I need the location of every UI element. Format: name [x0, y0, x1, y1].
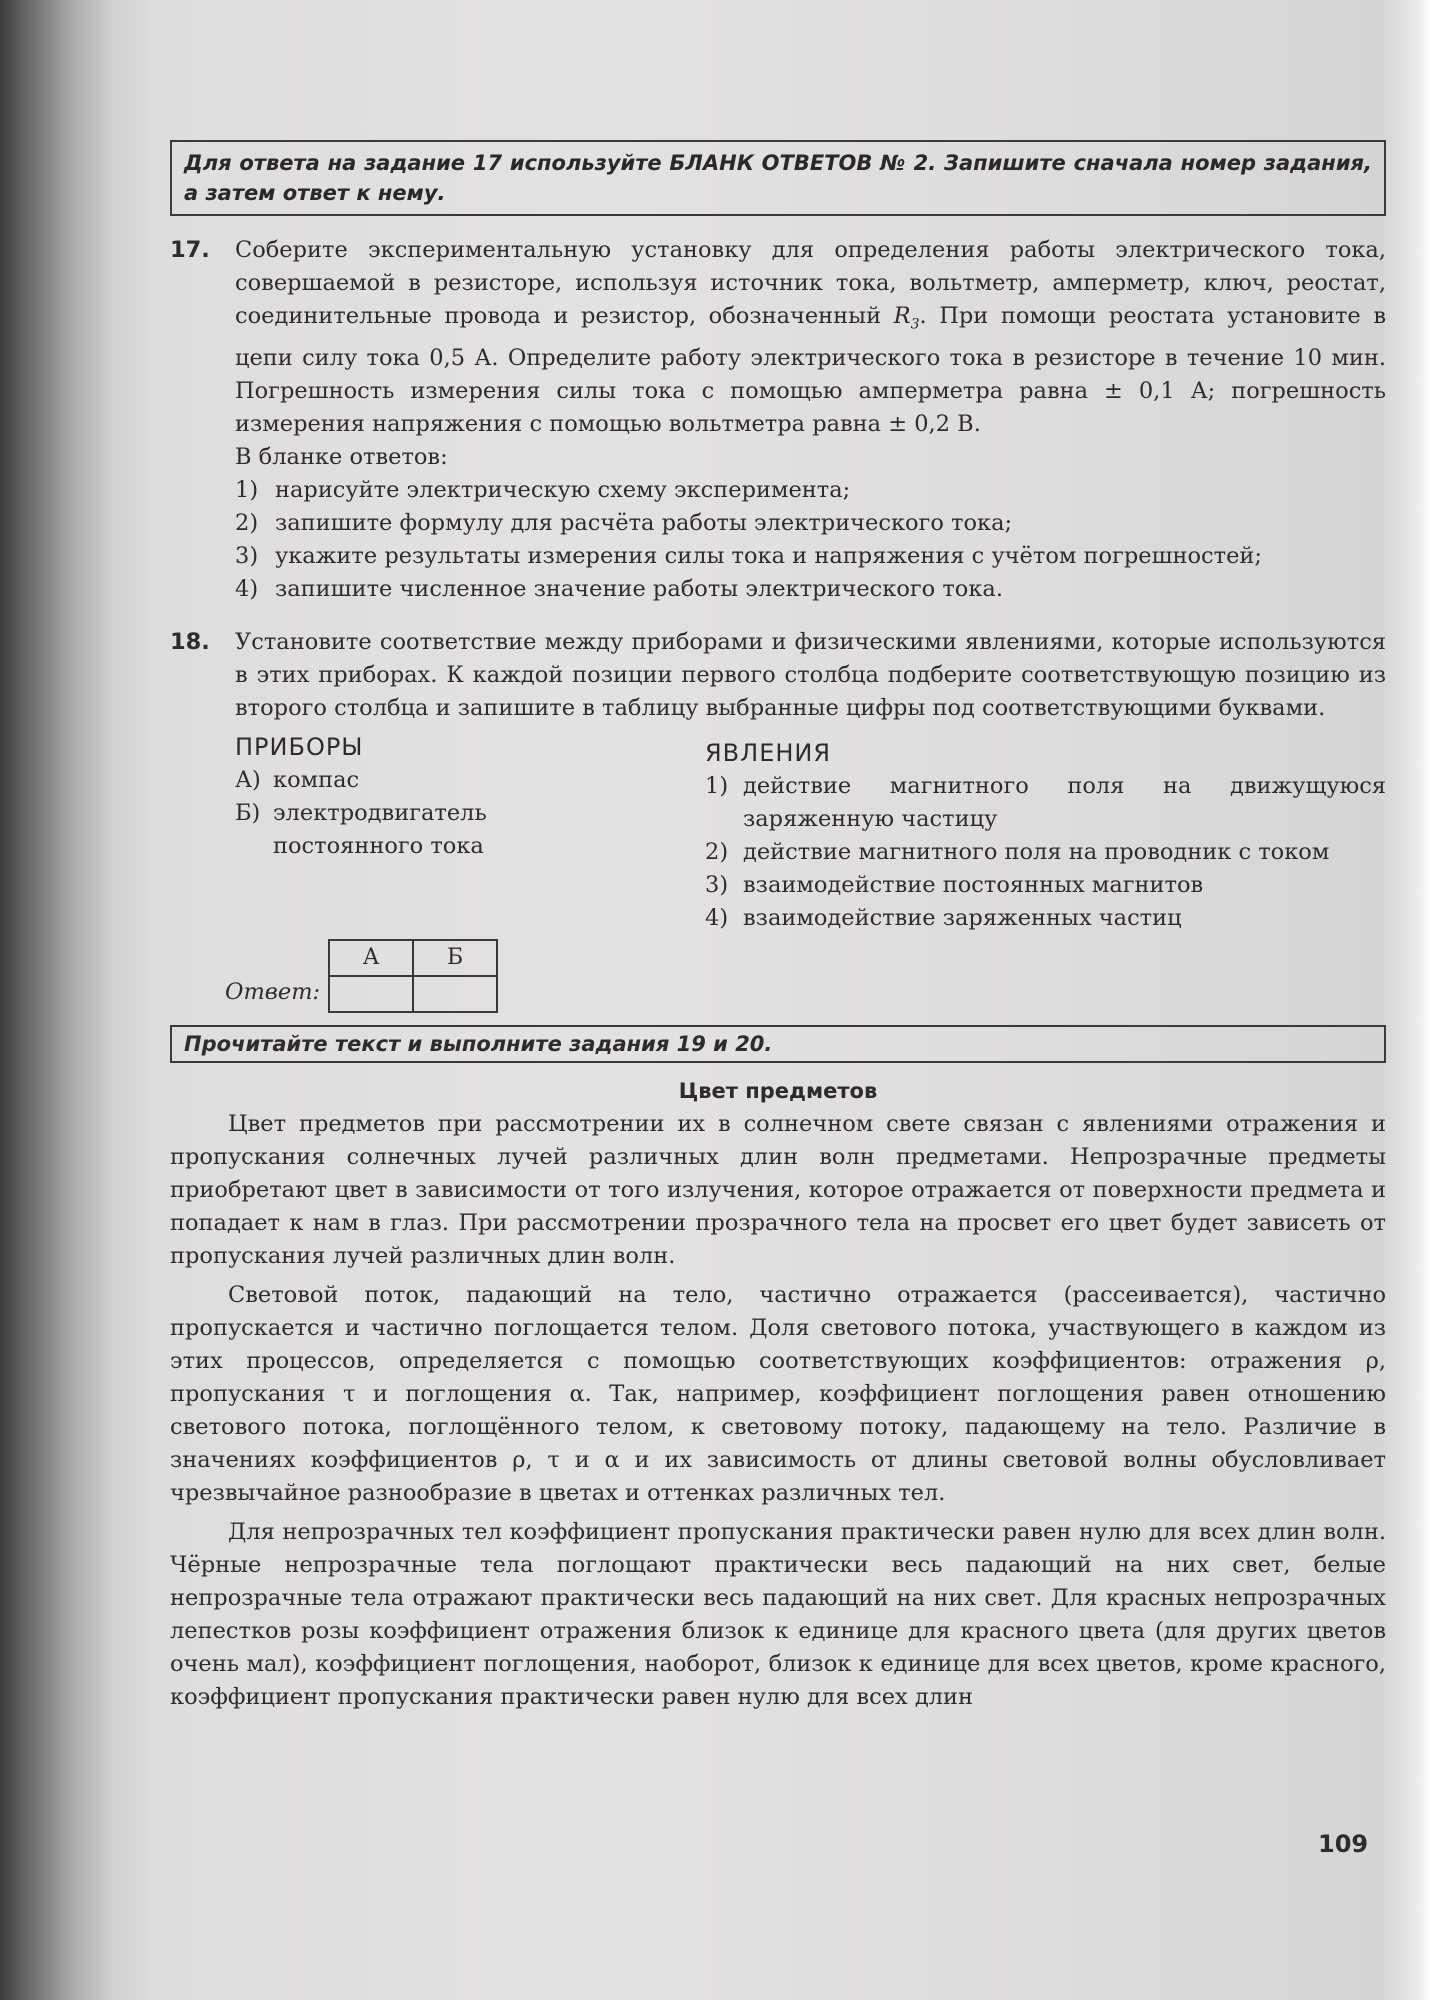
steps-list — [235, 474, 1386, 606]
task-number: 18. — [170, 628, 210, 655]
article-paragraph: Цвет предметов при рассмотрении их в солнечном свете связан с явлениями отражения и пропускания солнечных лучей различных длин волн предметами. Непрозрачные предметы приобретают цвет в зависимости от того излучения, которое отражается от поверхности предмета и попадает к нам в глаз. При рассмотрении прозрачного тела на просвет его цвет будет зависеть от пропускания лучей различных длин волн. — [170, 1110, 1386, 1269]
phenomena-heading: ЯВЛЕНИЯ — [705, 738, 832, 767]
answer-table — [328, 939, 498, 1013]
answer-header-a: А — [329, 940, 413, 976]
list-item: А) компас — [235, 766, 360, 793]
task-17 — [170, 234, 1386, 606]
article-title: Цвет предметов — [678, 1078, 878, 1103]
instruction-box-19-20: Прочитайте текст и выполните задания 19 и 20. — [170, 1025, 1386, 1063]
list-item: 2) запишите формулу для расчёта работы электрического тока; — [235, 509, 1013, 536]
list-item: Б) электродвигатель постоянного тока — [235, 799, 487, 859]
list-item: 4) запишите численное значение работы электрического тока. — [235, 575, 1003, 602]
blank-intro: В бланке ответов: — [235, 443, 448, 470]
task-text-part: Соберите экспериментальную установку для определения работы электрического тока, совершаемой в резисторе, используя источник тока, вольтметр, амперметр, ключ, реостат, соединительные провода и резистор, обозначенный — [235, 237, 1386, 329]
answer-header-b: Б — [413, 940, 497, 976]
matching-columns — [235, 731, 1386, 935]
list-item: 1) нарисуйте электрическую схему эксперимента; — [235, 476, 851, 503]
phenomena-column — [705, 731, 1386, 935]
answer-block — [225, 939, 1386, 1013]
page-content — [170, 140, 1386, 1720]
resistor-symbol: $R_3$ — [893, 303, 920, 333]
task-text-part: . При помощи реостата установите в цепи силу тока 0,5 А. Определите работу электрического тока в резисторе в течение 10 мин. Погрешность измерения силы тока с помощью амперметра равна ± 0,1 А; погрешность измерения напряжения с помощью вольтметра равна ± 0,2 В. — [235, 303, 1386, 437]
list-item: 4) взаимодействие заряженных частиц — [705, 904, 1182, 931]
answer-cell-b[interactable] — [413, 976, 497, 1012]
list-item: 3) взаимодействие постоянных магнитов — [705, 871, 1204, 898]
task-18 — [170, 626, 1386, 1013]
answer-cell-a[interactable] — [329, 976, 413, 1012]
task-text — [235, 234, 1386, 441]
article-paragraph: Для непрозрачных тел коэффициент пропускания практически равен нулю для всех длин волн. Чёрные непрозрачные тела поглощают практически весь падающий на них свет, белые непрозрачные тела отражают практически весь падающий на них свет. Для красных непрозрачных лепестков розы коэффициент отражения близок к единице для красного цвета (для других цветов очень мал), коэффициент поглощения, наоборот, близок к единице для всех цветов, кроме красного, коэффициент пропускания практически равен нулю для всех длин — [170, 1518, 1386, 1710]
instruction-box-17: Для ответа на задание 17 используйте БЛАНК ОТВЕТОВ № 2. Запишите сначала номер задания, а затем ответ к нему. — [170, 140, 1386, 216]
list-item: 2) действие магнитного поля на проводник с током — [705, 838, 1330, 865]
task-number: 17. — [170, 237, 210, 263]
task-body — [235, 234, 1386, 606]
task-body — [225, 626, 1386, 1013]
task-text: Установите соответствие между приборами и физическими явлениями, которые используются в этих приборах. К каждой позиции первого столбца подберите соответствующую позицию из второго столбца и запишите в таблицу выбранные цифры под соответствующими буквами. — [235, 628, 1386, 721]
article-paragraph: Световой поток, падающий на тело, частично отражается (рассеивается), частично пропускается и частично поглощается телом. Доля светового потока, участвующего в каждом из этих процессов, определяется с помощью соответствующих коэффициентов: отражения ρ, пропускания τ и поглощения α. Так, например, коэффициент поглощения равен отношению светового потока, поглощённого телом, к световому потоку, падающему на тело. Различие в значениях коэффициентов ρ, τ и α и их зависимость от длины световой волны обусловливает чрезвычайное разнообразие в цветах и оттенках различных тел. — [170, 1281, 1386, 1506]
list-item: 3) укажите результаты измерения силы тока и напряжения с учётом погрешностей; — [235, 542, 1262, 569]
list-item: 1) действие магнитного поля на движущуюся заряженную частицу — [705, 772, 1386, 832]
devices-heading: ПРИБОРЫ — [235, 732, 364, 761]
answer-label: Ответ: — [225, 979, 321, 1005]
page-number: 109 — [1318, 1830, 1369, 1858]
devices-column — [235, 731, 705, 935]
